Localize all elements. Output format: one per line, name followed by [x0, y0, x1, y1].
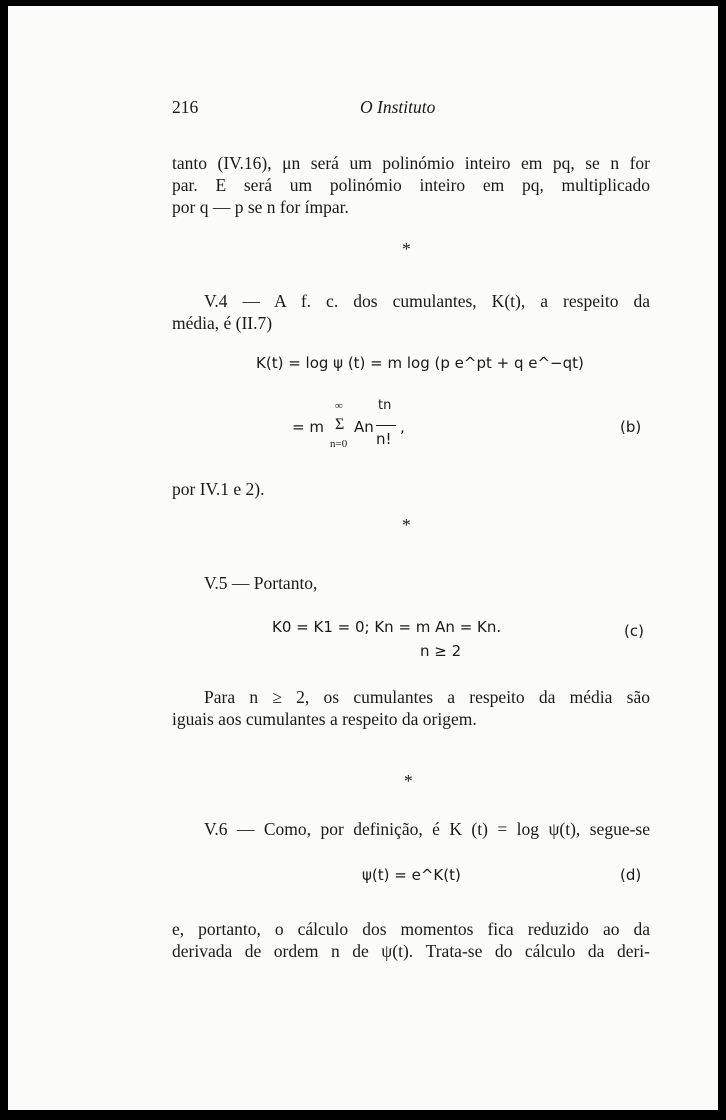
- equation-label: (d): [620, 866, 642, 884]
- book-page: [8, 6, 718, 1110]
- text-line: derivada de ordem n de ψ(t). Trata-se do cálculo da deri-: [172, 941, 650, 961]
- equation-v5: K0 = K1 = 0; Kn = m An = Kn.: [272, 618, 502, 636]
- equation-label: (c): [624, 622, 644, 640]
- sum-upper-limit: ∞: [335, 400, 343, 412]
- text-line: e, portanto, o cálculo dos momentos fica reduzido ao da: [172, 919, 650, 939]
- section-separator: *: [402, 515, 411, 535]
- sum-term: An: [354, 418, 374, 436]
- text-line: média, é (II.7): [172, 313, 273, 333]
- equation-condition: n ≥ 2: [420, 642, 462, 660]
- page-number: 216: [172, 97, 199, 117]
- text-line: tanto (IV.16), μn será um polinómio inteiro em pq, se n for: [172, 153, 650, 173]
- text-line: par. E será um polinómio inteiro em pq, multiplicado: [172, 175, 650, 195]
- text-line: por q — p se n for ímpar.: [172, 197, 349, 217]
- equation-v4-1: K(t) = log ψ (t) = m log (p e^pt + q e^−qt): [256, 354, 584, 372]
- text-line: iguais aos cumulantes a respeito da origem.: [172, 709, 477, 729]
- fraction-bar: [376, 425, 396, 426]
- text-line: V.6 — Como, por definição, é K (t) = log ψ(t), segue-se: [204, 819, 650, 839]
- text-line: V.5 — Portanto,: [204, 573, 318, 593]
- text-line: Para n ≥ 2, os cumulantes a respeito da média são: [204, 687, 650, 707]
- equation-label: (b): [620, 418, 642, 436]
- section-separator: *: [402, 239, 411, 259]
- sum-lower-limit: n=0: [330, 438, 348, 450]
- text-line: por IV.1 e 2).: [172, 479, 265, 499]
- text-line: V.4 — A f. c. dos cumulantes, K(t), a respeito da: [204, 291, 650, 311]
- equation-comma: ,: [400, 418, 405, 436]
- fraction-denominator: n!: [376, 430, 392, 448]
- equation-v4-2-lhs: = m: [292, 418, 324, 436]
- equation-v6: ψ(t) = e^K(t): [362, 866, 461, 884]
- summation-symbol: Σ: [335, 416, 345, 433]
- section-separator: *: [404, 771, 413, 791]
- fraction-numerator: tn: [378, 398, 392, 413]
- running-title: O Instituto: [360, 97, 436, 117]
